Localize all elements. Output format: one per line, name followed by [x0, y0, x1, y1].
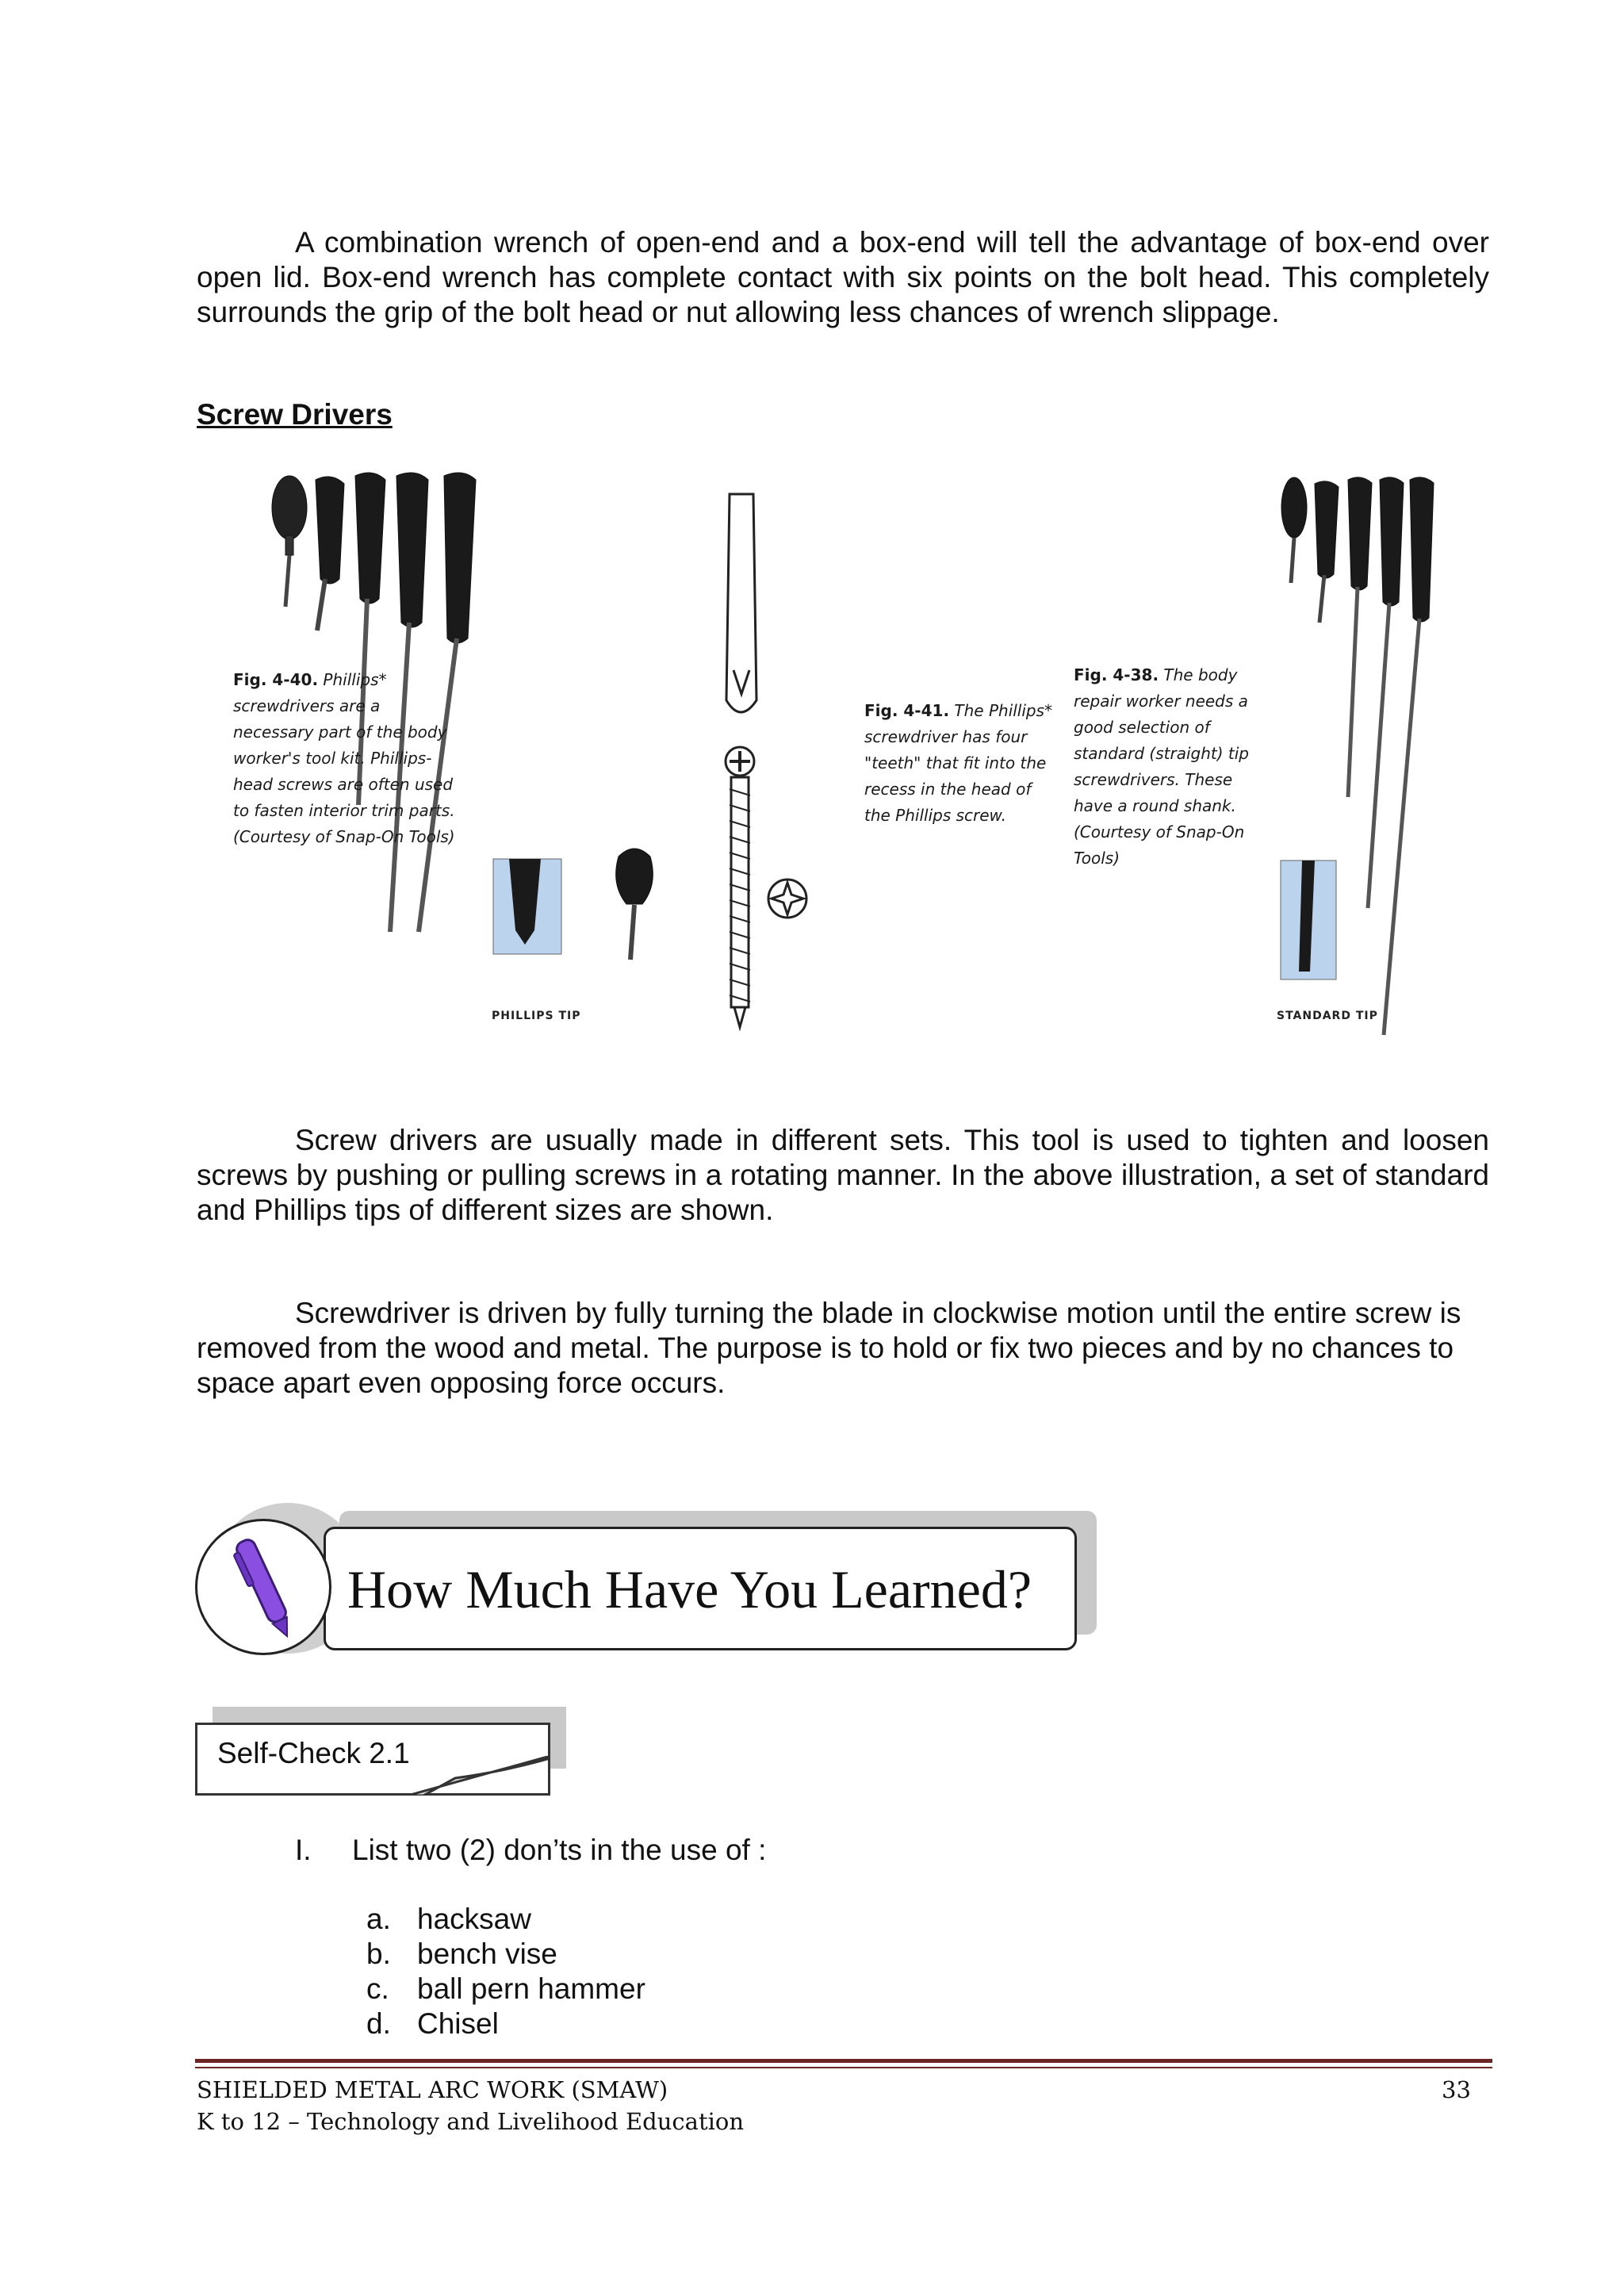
footer-rule-thin: [195, 2067, 1492, 2068]
footer-title: SHIELDED METAL ARC WORK (SMAW): [197, 2076, 668, 2103]
screwdriver-figure: [214, 464, 1459, 1075]
fig-4-38-caption: Fig. 4-38. The body repair worker needs a good selection of standard (straight) tip screwdrivers. These have a round shank. (Courtesy of Snap-On Tools): [1074, 665, 1249, 868]
standard-tip-label: STANDARD TIP: [1277, 1010, 1378, 1022]
footer-rule-thick: [195, 2059, 1492, 2063]
phillips-screw: [726, 494, 806, 1027]
paragraph-screwdriver-usage: Screwdriver is driven by fully turning the blade in clockwise motion until the entire screw is removed from the wood and metal. The purpose is to hold or fix two pieces and by no chances to space apart even opposing force occurs.: [197, 1297, 1461, 1399]
self-check-label: Self-Check 2.1: [217, 1737, 410, 1769]
intro-paragraph: A combination wrench of open-end and a box-end will tell the advantage of box-end over open lid. Box-end wrench has complete contact with six points on the bolt head. This completely surrounds the grip of the bolt head or nut allowing less chances of wrench slippage.: [197, 226, 1489, 328]
question-number: I.: [295, 1834, 312, 1866]
phillips-tip-label: PHILLIPS TIP: [492, 1010, 581, 1022]
standard-tip-image: [1281, 861, 1336, 979]
banner-circle: [195, 1519, 331, 1655]
section-heading: Screw Drivers: [197, 398, 393, 431]
footer-subtitle: K to 12 – Technology and Livelihood Education: [197, 2108, 745, 2135]
paragraph-screwdriver-sets: Screw drivers are usually made in different sets. This tool is used to tighten and loosen screws by pushing or pulling screws in a rotating manner. In the above illustration, a set of standard and Phillips tips of different sizes are shown.: [197, 1124, 1489, 1226]
fig-4-41-caption: Fig. 4-41. The Phillips* screwdriver has four "teeth" that fit into the recess in the head of the Phillips screw.: [864, 701, 1053, 825]
fig-4-40-caption: Fig. 4-40. Phillips* screwdrivers are a necessary part of the body worker's tool kit. Phillips-head screws are often used to fasten interior trim parts. (Courtesy of Snap-On Tools): [233, 670, 455, 846]
pen-icon: [197, 1521, 329, 1653]
question-text: List two (2) don’ts in the use of :: [352, 1834, 767, 1866]
page-number: 33: [1442, 2076, 1471, 2103]
page-curl-icon: [408, 1756, 550, 1796]
banner-title: How Much Have You Learned?: [347, 1559, 1032, 1619]
phillips-tip-image: [493, 859, 561, 954]
